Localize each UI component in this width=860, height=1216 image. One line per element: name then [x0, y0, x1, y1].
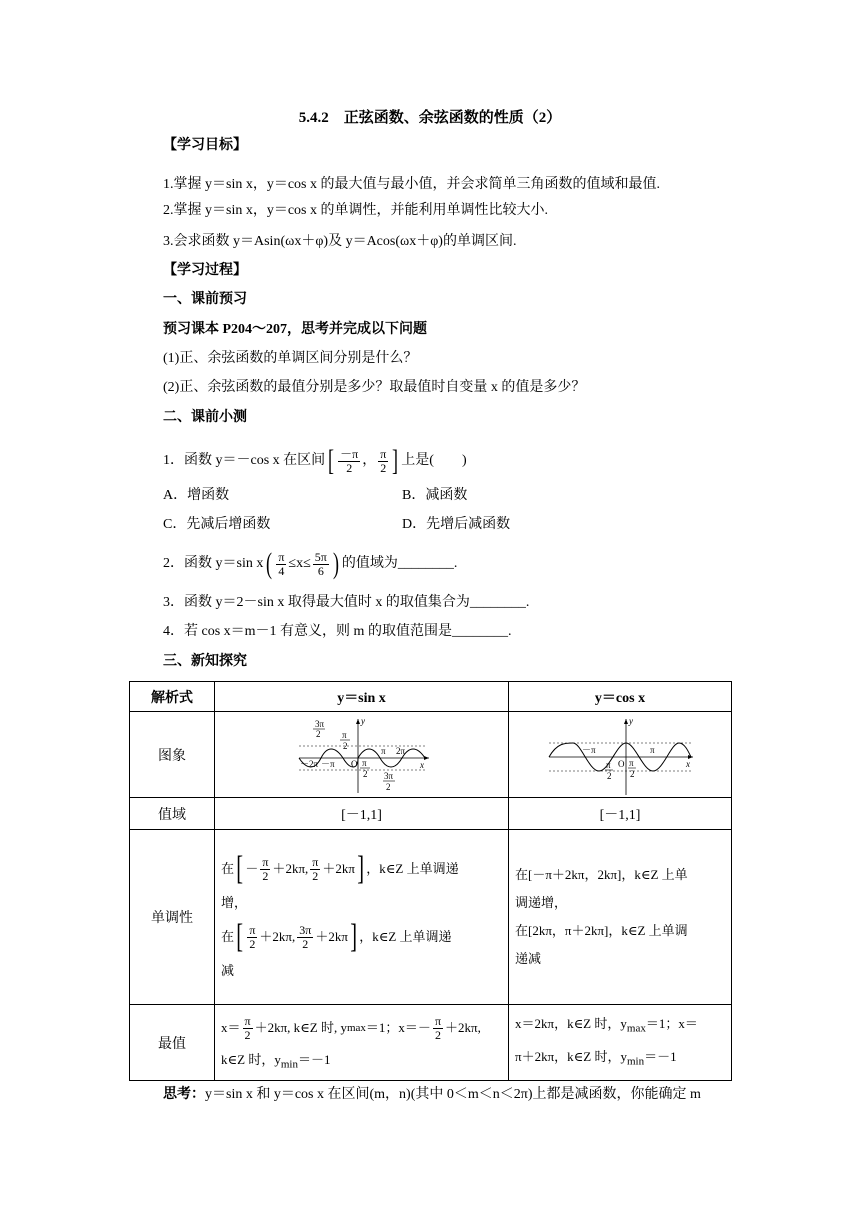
process-heading: 【学习过程】 [163, 263, 247, 278]
goals-heading: 【学习目标】 [163, 138, 247, 153]
sin-range: [－1,1] [215, 798, 509, 830]
svg-text:2: 2 [630, 768, 635, 779]
svg-text:－π: －π [321, 758, 335, 769]
properties-table [129, 681, 732, 1081]
row-label-graph: 图象 [130, 712, 215, 798]
cos-monotonic: 在[－π＋2kπ，2kπ]，k∈Z 上单 调递增， 在[2kπ，π＋2kπ]，k∈Z 上单调 递减 [509, 830, 732, 1005]
svg-text:π: π [342, 729, 347, 740]
think-question: 思考：y＝sin x 和 y＝cos x 在区间(m，n)(其中 0＜m＜n＜2π)上都是减函数，你能确定 m [163, 1087, 701, 1102]
cos-graph [509, 713, 730, 797]
page-title: 5.4.2 正弦函数、余弦函数的性质（2） [298, 110, 562, 126]
svg-text:π: π [606, 759, 611, 770]
goal-2: 2.掌握 y＝sin x，y＝cos x 的单调性，并能利用单调性比较大小. [163, 203, 548, 218]
svg-text:x: x [686, 758, 690, 769]
svg-text:－2π: －2π [300, 758, 319, 769]
cos-extrema: x＝2kπ，k∈Z 时，$y_{max}=1$；x＝ π＋2kπ，k∈Z 时，$y_{min}=-1$ [509, 1005, 732, 1081]
section2-heading: 二、课前小测 [163, 410, 247, 425]
goal-1: 1.掌握 y＝sin x，y＝cos x 的最大值与最小值，并会求简单三角函数的值域和最值. [163, 177, 660, 192]
option-d: D．先增后减函数 [402, 517, 511, 532]
section3-heading: 三、新知探究 [163, 654, 247, 669]
problem-3: 3．函数 y＝2－sin x 取得最大值时 x 的取值集合为________. [163, 595, 530, 610]
header-sin: y＝sin x [215, 682, 509, 712]
goal-3: 3.会求函数 y＝Asin(ωx＋φ)及 y＝Acos(ωx＋φ)的单调区间. [163, 234, 517, 249]
section1-q2: (2)正、余弦函数的最值分别是多少？取最值时自变量 x 的值是多少？ [163, 380, 586, 395]
table-row-monotonic [130, 830, 732, 1005]
svg-text:2: 2 [607, 770, 612, 781]
section1-intro: 预习课本 P204～207，思考并完成以下问题 [163, 322, 428, 337]
header-expression: 解析式 [130, 682, 215, 712]
svg-text:π: π [650, 744, 655, 755]
option-b: B．减函数 [402, 488, 468, 503]
svg-text:O: O [618, 758, 625, 769]
table-row-range [130, 798, 732, 830]
table-row-extrema [130, 1005, 732, 1081]
svg-text:O: O [351, 758, 358, 769]
section1-q1: (1)正、余弦函数的单调区间分别是什么？ [163, 351, 418, 366]
svg-text:3π: 3π [384, 770, 394, 781]
svg-text:2: 2 [363, 768, 368, 779]
header-cos: y＝cos x [509, 682, 732, 712]
svg-text:y: y [629, 715, 633, 726]
svg-text:π: π [381, 745, 386, 756]
condition-bracket: ( $\frac{\pi}{4}$ ≤x≤ $\frac{5\pi}{6}$ ) [266, 547, 339, 580]
svg-text:2: 2 [343, 740, 348, 751]
svg-text:2: 2 [316, 728, 321, 739]
cos-graph-cell [509, 712, 732, 798]
svg-text:2: 2 [386, 781, 391, 792]
section1-heading: 一、课前预习 [163, 292, 247, 307]
table-row-graph [130, 712, 732, 798]
problem-2: 2．函数 y＝sin x ( $\frac{\pi}{4}$ ≤x≤ $\frac{5\pi}{6}$ ) 的值域为________. [163, 547, 458, 580]
row-label-monotonic: 单调性 [130, 830, 215, 1005]
problem-4: 4．若 cos x＝m－1 有意义，则 m 的取值范围是________. [163, 624, 512, 639]
problem-1-tail: 上是( ) [401, 453, 467, 468]
row-label-extrema: 最值 [130, 1005, 215, 1081]
interval-bracket: [ $\frac{-\pi}{2}$ ， $\frac{\pi}{2}$ ] [328, 444, 399, 477]
sin-monotonic: 在 [ － $\frac{\pi}{2}$ ＋ 2kπ, $\frac{\pi}{2}$ ＋ 2kπ ] ，k∈Z 上单调递 增， 在 [ $\frac{\pi}{2}$ ＋ 2kπ, $\frac{3\pi}{2}$ ＋ 2kπ ] ，k∈Z 上单调递 减 [215, 830, 509, 1005]
option-a: A．增函数 [163, 488, 230, 503]
cos-range: [－1,1] [509, 798, 732, 830]
problem-1-text: 1．函数 y＝－cos x 在区间 [163, 453, 326, 468]
sin-graph-cell [215, 712, 509, 798]
svg-text:2π: 2π [396, 745, 406, 756]
svg-text:y: y [361, 715, 365, 726]
row-label-range: 值域 [130, 798, 215, 830]
svg-text:－π: －π [582, 744, 596, 755]
problem-1 [163, 444, 467, 478]
svg-text:x: x [420, 759, 424, 770]
svg-text:π: π [362, 757, 367, 768]
svg-text:π: π [629, 757, 634, 768]
svg-text:3π: 3π [315, 718, 325, 729]
option-c: C．先减后增函数 [163, 517, 271, 532]
table-header-row [130, 682, 732, 712]
sin-extrema: x＝ $\frac{\pi}{2}$ ＋2kπ, k∈Z 时, y max ＝1；x＝－ $\frac{\pi}{2}$ ＋2kπ, k∈Z 时，$y_{min}=-1$ [215, 1005, 509, 1081]
sin-graph [215, 713, 507, 797]
